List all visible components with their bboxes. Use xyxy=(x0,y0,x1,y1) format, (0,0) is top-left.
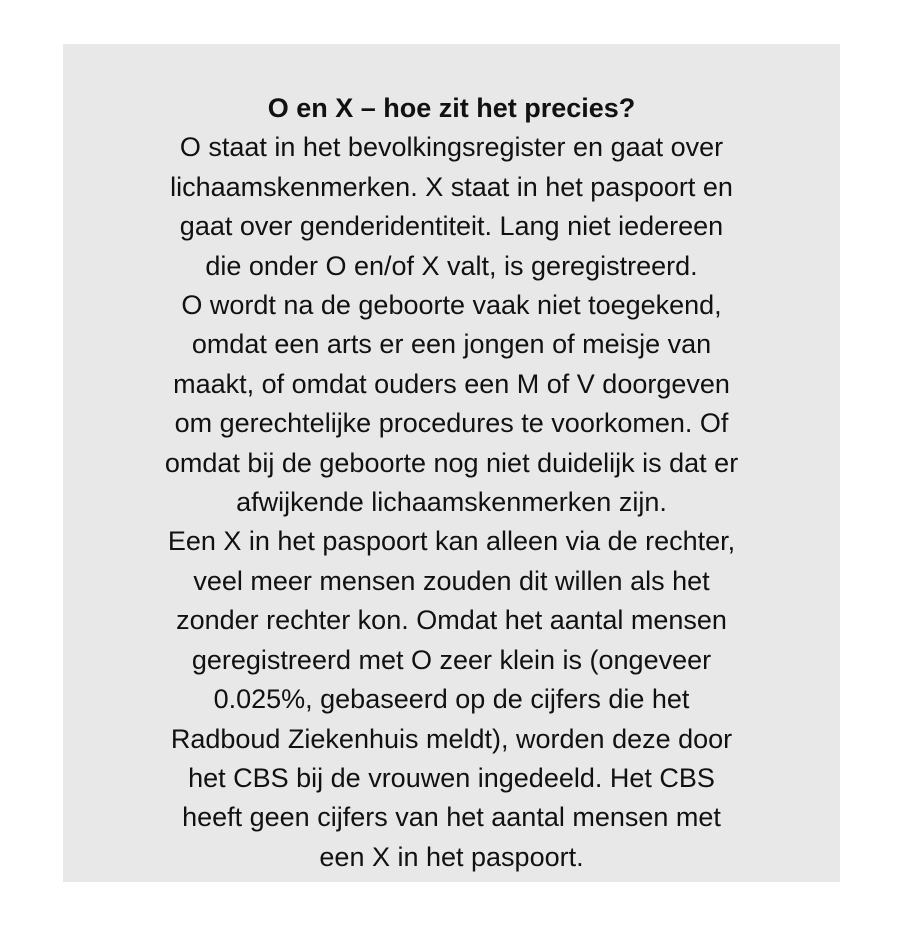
info-line: maakt, of omdat ouders een M of V doorgeven xyxy=(173,368,730,399)
info-line: om gerechtelijke procedures te voorkomen. Of xyxy=(174,408,729,439)
info-line: veel meer mensen zouden dit willen als het xyxy=(193,565,710,596)
info-title: O en X – hoe zit het precies? xyxy=(267,93,636,123)
info-line: het CBS bij de vrouwen ingedeeld. Het CBS xyxy=(188,762,715,793)
info-line: lichaamskenmerken. X staat in het paspoort en xyxy=(170,171,733,202)
info-line: gaat over genderidentiteit. Lang niet iedereen xyxy=(179,211,724,242)
info-box xyxy=(63,44,840,882)
info-line: omdat bij de geboorte nog niet duidelijk is dat er xyxy=(164,447,739,478)
info-line: 0.025%, gebaseerd op de cijfers die het xyxy=(213,684,690,715)
info-text xyxy=(63,89,840,877)
info-line: geregistreerd met O zeer klein is (ongeveer xyxy=(191,644,712,675)
info-line: een X in het paspoort. xyxy=(319,841,584,872)
info-line: afwijkende lichaamskenmerken zijn. xyxy=(236,487,667,518)
info-line: die onder O en/of X valt, is geregistreerd. xyxy=(205,250,698,281)
info-line: O wordt na de geboorte vaak niet toegekend, xyxy=(181,290,722,321)
info-line: zonder rechter kon. Omdat het aantal mensen xyxy=(176,605,727,636)
info-line: heeft geen cijfers van het aantal mensen met xyxy=(182,802,721,833)
info-line: Radboud Ziekenhuis meldt), worden deze door xyxy=(170,723,733,754)
info-line: O staat in het bevolkingsregister en gaat over xyxy=(179,132,724,163)
info-line: Een X in het paspoort kan alleen via de rechter, xyxy=(167,526,736,557)
info-line: omdat een arts er een jongen of meisje van xyxy=(191,329,712,360)
